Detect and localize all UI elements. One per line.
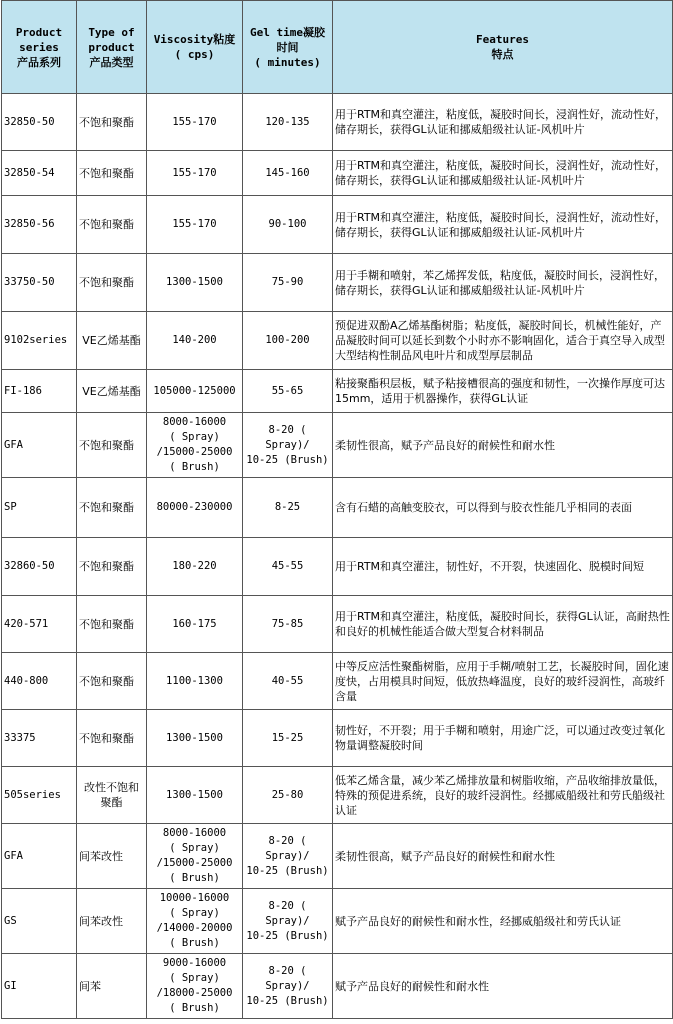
gel-time-line: 10-25 (Brush) bbox=[246, 864, 329, 877]
cell-series: GS bbox=[2, 889, 77, 954]
table-row bbox=[2, 710, 673, 767]
gel-time-line: 145-160 bbox=[265, 166, 310, 179]
gel-time-line: 100-200 bbox=[265, 334, 310, 346]
cell-features: 用于RTM和真空灌注，粘度低，凝胶时间长，浸润性好，流动性好，储存期长，获得GL认证和挪威船级社认证-风机叶片 bbox=[333, 151, 673, 196]
cell-gel-time bbox=[243, 653, 333, 710]
cell-gel-time bbox=[243, 710, 333, 767]
gel-time-line: 45-55 bbox=[271, 560, 304, 572]
cell-viscosity bbox=[147, 889, 243, 954]
cell-type: 间苯改性 bbox=[77, 889, 147, 954]
cell-features: 预促进双酚A乙烯基酯树脂；粘度低，凝胶时间长，机械性能好，产品凝胶时间可以延长到数个小时亦不影响固化，适合于真空导入成型大型结构性制品风电叶片和成型厚层制品 bbox=[333, 312, 673, 370]
table-row bbox=[2, 538, 673, 596]
cell-series: 32850-54 bbox=[2, 151, 77, 196]
gel-time-line: 75-90 bbox=[271, 276, 304, 288]
cell-series: 32860-50 bbox=[2, 538, 77, 596]
viscosity-line: ( Brush) bbox=[169, 872, 220, 884]
viscosity-line: /14000-20000 bbox=[156, 922, 233, 934]
cell-features: 中等反应活性聚酯树脂，应用于手糊/喷射工艺，长凝胶时间，固化速度快，占用模具时间短，低放热峰温度，良好的玻纤浸润性，高玻纤含量 bbox=[333, 653, 673, 710]
gel-time-line: 8-20 ( Spray)/ bbox=[265, 423, 310, 451]
cell-series: FI-186 bbox=[2, 370, 77, 413]
viscosity-line: /15000-25000 bbox=[156, 446, 233, 458]
cell-series: 440-800 bbox=[2, 653, 77, 710]
cell-features: 用于RTM和真空灌注，粘度低，凝胶时间长，浸润性好，流动性好，储存期长，获得GL认证和挪威船级社认证-风机叶片 bbox=[333, 94, 673, 151]
cell-viscosity bbox=[147, 767, 243, 824]
table-row bbox=[2, 370, 673, 413]
viscosity-line: 8000-16000 bbox=[162, 827, 227, 839]
cell-gel-time bbox=[243, 254, 333, 312]
gel-time-line: 10-25 (Brush) bbox=[246, 994, 329, 1007]
cell-viscosity bbox=[147, 538, 243, 596]
viscosity-line: 1300-1500 bbox=[166, 788, 223, 801]
product-table bbox=[1, 0, 673, 1019]
cell-type: 不饱和聚酯 bbox=[77, 710, 147, 767]
cell-type: VE乙烯基酯 bbox=[77, 370, 147, 413]
cell-features: 柔韧性很高，赋予产品良好的耐候性和耐水性 bbox=[333, 413, 673, 478]
table-row bbox=[2, 889, 673, 954]
cell-series: SP bbox=[2, 478, 77, 538]
viscosity-line: ( Brush) bbox=[169, 461, 220, 473]
viscosity-line: 8000-16000 bbox=[162, 416, 227, 428]
cell-gel-time bbox=[243, 370, 333, 413]
cell-type: 不饱和聚酯 bbox=[77, 151, 147, 196]
gel-time-line: 8-20 ( Spray)/ bbox=[265, 899, 310, 927]
cell-features: 韧性好，不开裂；用于手糊和喷射，用途广泛，可以通过改变过氧化物量调整凝胶时间 bbox=[333, 710, 673, 767]
table-row bbox=[2, 478, 673, 538]
viscosity-line: ( Spray) bbox=[169, 972, 220, 984]
cell-viscosity bbox=[147, 653, 243, 710]
viscosity-line: 10000-16000 bbox=[159, 892, 230, 904]
cell-gel-time bbox=[243, 538, 333, 596]
gel-time-line: 8-25 bbox=[274, 501, 301, 513]
cell-viscosity bbox=[147, 954, 243, 1019]
viscosity-line: ( Brush) bbox=[169, 1002, 220, 1014]
cell-viscosity bbox=[147, 94, 243, 151]
cell-type: VE乙烯基酯 bbox=[77, 312, 147, 370]
cell-type: 不饱和聚酯 bbox=[77, 653, 147, 710]
table-row bbox=[2, 767, 673, 824]
viscosity-line: /15000-25000 bbox=[156, 857, 233, 869]
cell-series: 505series bbox=[2, 767, 77, 824]
gel-time-line: 25-80 bbox=[271, 788, 304, 801]
cell-gel-time bbox=[243, 596, 333, 653]
viscosity-line: 1300-1500 bbox=[166, 731, 223, 744]
cell-type: 不饱和聚酯 bbox=[77, 254, 147, 312]
gel-time-line: 10-25 (Brush) bbox=[246, 929, 329, 942]
gel-time-line: 75-85 bbox=[271, 617, 304, 630]
viscosity-line: 155-170 bbox=[172, 218, 217, 230]
cell-features: 用于RTM和真空灌注，韧性好，不开裂，快速固化、脱模时间短 bbox=[333, 538, 673, 596]
table-row bbox=[2, 151, 673, 196]
cell-type: 不饱和聚酯 bbox=[77, 596, 147, 653]
viscosity-line: 1100-1300 bbox=[166, 674, 223, 687]
cell-features: 用于手糊和喷射，苯乙烯挥发低，粘度低，凝胶时间长，浸润性好，储存期长，获得GL认证和挪威船级社认证-风机叶片 bbox=[333, 254, 673, 312]
cell-viscosity bbox=[147, 196, 243, 254]
cell-series: GFA bbox=[2, 824, 77, 889]
cell-type: 不饱和聚酯 bbox=[77, 538, 147, 596]
viscosity-line: /18000-25000 bbox=[156, 987, 233, 999]
header-series: Product series 产品系列 bbox=[2, 1, 77, 94]
viscosity-line: ( Brush) bbox=[169, 937, 220, 949]
cell-viscosity bbox=[147, 824, 243, 889]
table-row bbox=[2, 653, 673, 710]
cell-series: 420-571 bbox=[2, 596, 77, 653]
table-row bbox=[2, 312, 673, 370]
header-gel-time: Gel time凝胶 时间 ( minutes) bbox=[243, 1, 333, 94]
viscosity-line: ( Spray) bbox=[169, 907, 220, 919]
cell-type: 不饱和聚酯 bbox=[77, 196, 147, 254]
cell-series: 33375 bbox=[2, 710, 77, 767]
cell-viscosity bbox=[147, 413, 243, 478]
cell-gel-time bbox=[243, 954, 333, 1019]
header-row bbox=[2, 1, 673, 94]
table-row bbox=[2, 596, 673, 653]
table-row bbox=[2, 94, 673, 151]
gel-time-line: 120-135 bbox=[265, 115, 310, 128]
table-row bbox=[2, 824, 673, 889]
cell-type: 间苯改性 bbox=[77, 824, 147, 889]
cell-features: 赋予产品良好的耐候性和耐水性，经挪威船级社和劳氏认证 bbox=[333, 889, 673, 954]
cell-gel-time bbox=[243, 94, 333, 151]
gel-time-line: 10-25 (Brush) bbox=[246, 453, 329, 466]
cell-gel-time bbox=[243, 824, 333, 889]
cell-viscosity bbox=[147, 151, 243, 196]
table-row bbox=[2, 413, 673, 478]
viscosity-line: 80000-230000 bbox=[156, 501, 233, 513]
gel-time-line: 8-20 ( Spray)/ bbox=[265, 964, 310, 992]
cell-gel-time bbox=[243, 889, 333, 954]
header-type: Type of product 产品类型 bbox=[77, 1, 147, 94]
cell-series: GI bbox=[2, 954, 77, 1019]
viscosity-line: 1300-1500 bbox=[166, 276, 223, 288]
cell-features: 粘接聚酯积层板，赋予粘接槽很高的强度和韧性，一次操作厚度可达15mm，适用于机器操作，获得GL认证 bbox=[333, 370, 673, 413]
table-row bbox=[2, 954, 673, 1019]
header-features: Features 特点 bbox=[333, 1, 673, 94]
cell-viscosity bbox=[147, 478, 243, 538]
cell-viscosity bbox=[147, 710, 243, 767]
cell-features: 赋予产品良好的耐候性和耐水性 bbox=[333, 954, 673, 1019]
viscosity-line: ( Spray) bbox=[169, 431, 220, 443]
cell-type: 不饱和聚酯 bbox=[77, 94, 147, 151]
cell-type: 不饱和聚酯 bbox=[77, 478, 147, 538]
table-body bbox=[2, 94, 673, 1019]
table-row bbox=[2, 196, 673, 254]
cell-gel-time bbox=[243, 196, 333, 254]
viscosity-line: 105000-125000 bbox=[153, 384, 236, 397]
cell-gel-time bbox=[243, 312, 333, 370]
cell-series: GFA bbox=[2, 413, 77, 478]
header-viscosity: Viscosity粘度 ( cps) bbox=[147, 1, 243, 94]
viscosity-line: 160-175 bbox=[172, 617, 217, 630]
cell-features: 柔韧性很高，赋予产品良好的耐候性和耐水性 bbox=[333, 824, 673, 889]
gel-time-line: 8-20 ( Spray)/ bbox=[265, 834, 310, 862]
cell-gel-time bbox=[243, 151, 333, 196]
cell-viscosity bbox=[147, 254, 243, 312]
cell-series: 32850-50 bbox=[2, 94, 77, 151]
viscosity-line: 140-200 bbox=[172, 334, 217, 346]
cell-gel-time bbox=[243, 413, 333, 478]
cell-gel-time bbox=[243, 478, 333, 538]
cell-features: 低苯乙烯含量，减少苯乙烯排放量和树脂收缩，产品收缩排放量低，特殊的预促进系统，良好的玻纤浸润性。经挪威船级社和劳氏船级社认证 bbox=[333, 767, 673, 824]
viscosity-line: ( Spray) bbox=[169, 842, 220, 854]
cell-viscosity bbox=[147, 596, 243, 653]
viscosity-line: 9000-16000 bbox=[162, 957, 227, 969]
table-row bbox=[2, 254, 673, 312]
gel-time-line: 55-65 bbox=[271, 384, 304, 397]
viscosity-line: 155-170 bbox=[172, 115, 217, 128]
viscosity-line: 180-220 bbox=[172, 560, 217, 572]
cell-type: 改性不饱和聚酯 bbox=[77, 767, 147, 824]
gel-time-line: 40-55 bbox=[271, 674, 304, 687]
cell-series: 9102series bbox=[2, 312, 77, 370]
cell-features: 含有石蜡的高触变胶衣，可以得到与胶衣性能几乎相同的表面 bbox=[333, 478, 673, 538]
viscosity-line: 155-170 bbox=[172, 166, 217, 179]
cell-type: 间苯 bbox=[77, 954, 147, 1019]
cell-features: 用于RTM和真空灌注，粘度低，凝胶时间长，浸润性好，流动性好，储存期长，获得GL认证和挪威船级社认证-风机叶片 bbox=[333, 196, 673, 254]
cell-features: 用于RTM和真空灌注，粘度低，凝胶时间长，获得GL认证，高耐热性和良好的机械性能适合做大型复合材料制品 bbox=[333, 596, 673, 653]
cell-series: 33750-50 bbox=[2, 254, 77, 312]
cell-viscosity bbox=[147, 312, 243, 370]
cell-type: 不饱和聚酯 bbox=[77, 413, 147, 478]
cell-series: 32850-56 bbox=[2, 196, 77, 254]
gel-time-line: 15-25 bbox=[271, 731, 304, 744]
cell-gel-time bbox=[243, 767, 333, 824]
gel-time-line: 90-100 bbox=[268, 218, 307, 230]
cell-viscosity bbox=[147, 370, 243, 413]
